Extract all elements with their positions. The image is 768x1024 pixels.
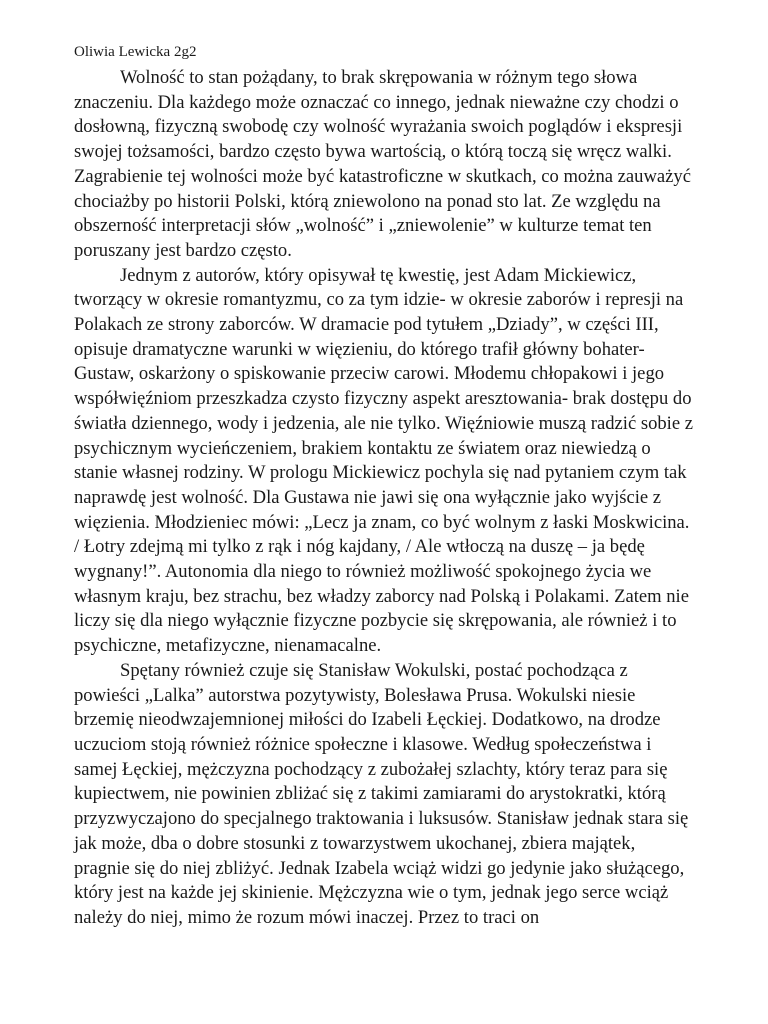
paragraph-3: Spętany również czuje się Stanisław Wokulski, postać pochodząca z powieści „Lalka” autorstwa pozytywisty, Bolesława Prusa. Wokulski niesie brzemię nieodwzajemnionej miłości do Izabeli Łęckiej. Dodatkowo, na drodze uczuciom stoją również różnice społeczne i klasowe. Według społeczeństwa i samej Łęckiej, mężczyzna pochodzący z zubożałej szlachty, który teraz para się kupiectwem, nie powinien zbliżać się z takimi zamiarami do arystokratki, którą przyzwyczajono do specjalnego traktowania i luksusów. Stanisław jednak stara się jak może, dba o dobre stosunki z towarzystwem ukochanej, zbiera majątek, pragnie się do niej zbliżyć. Jednak Izabela wciąż widzi go jedynie jako służącego, który jest na każde jej skinienie. Mężczyzna wie o tym, jednak jego serce wciąż należy do niej, mimo że rozum mówi inaczej. Przez to traci on <box>74 659 689 928</box>
document-page <box>74 42 694 931</box>
paragraph-2: Jednym z autorów, który opisywał tę kwestię, jest Adam Mickiewicz, tworzący w okresie romantyzmu, co za tym idzie- w okresie zaborów i represji na Polakach ze strony zaborców. W dramacie pod tytułem „Dziady”, w części III, opisuje dramatyczne warunki w więzieniu, do którego trafił główny bohater- Gustaw, oskarżony o spiskowanie przeciw carowi. Młodemu chłopakowi i jego współwięźniom przeszkadza czysto fizyczny aspekt aresztowania- brak dostępu do światła dziennego, wody i jedzenia, ale nie tylko. Więźniowie muszą radzić sobie z psychicznym wycieńczeniem, brakiem kontaktu ze światem oraz niewiedzą o stanie własnej rodziny. W prologu Mickiewicz pochyla się nad pytaniem czym tak naprawdę jest wolność. Dla Gustawa nie jawi się ona wyłącznie jako wyjście z więzienia. Młodzieniec mówi: „Lecz ja znam, co być wolnym z łaski Moskwicina. / Łotry zdejmą mi tylko z rąk i nóg kajdany, / Ale wtłoczą na duszę – ja będę wygnany!”. Autonomia dla niego to również możliwość spokojnego życia we własnym kraju, bez strachu, bez władzy zaborcy nad Polską i Polakami. Zatem nie liczy się dla niego wyłącznie fizyczne pozbycie się skrępowania, ale również i to psychiczne, metafizyczne, nienamacalne. <box>74 264 693 657</box>
paragraph-1: Wolność to stan pożądany, to brak skrępowania w różnym tego słowa znaczeniu. Dla każdego może oznaczać co innego, jednak nieważne czy chodzi o dosłowną, fizyczną swobodę czy wolność wyrażania swoich poglądów i ekspresji swojej tożsamości, bardzo często bywa wartością, o którą toczą się wręcz walki. Zagrabienie tej wolności może być katastroficzne w skutkach, co można zauważyć chociażby po historii Polski, którą zniewolono na ponad sto lat. Ze względu na obszerność interpretacji słów „wolność” i „zniewolenie” w kulturze temat ten poruszany jest bardzo często. <box>74 67 691 261</box>
author-line: Oliwia Lewicka 2g2 <box>74 44 197 60</box>
